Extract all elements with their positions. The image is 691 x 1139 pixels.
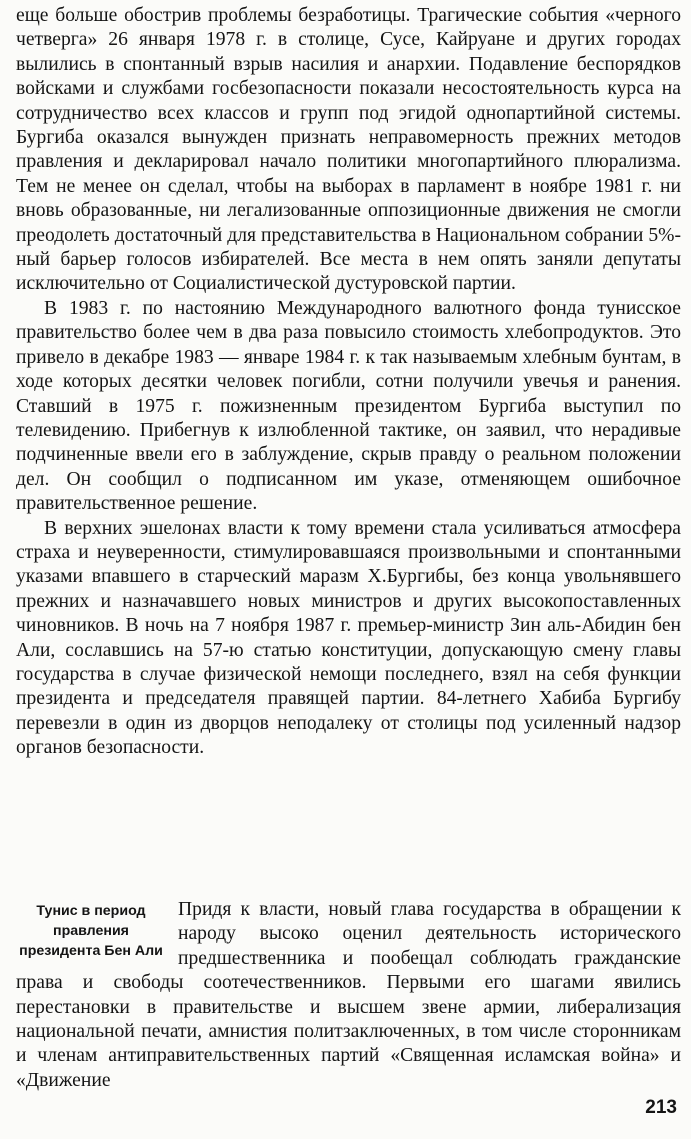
paragraph: В верхних эшелонах власти к тому времени стала усиливаться атмосфера страха и неуверенности, стимулировавшаяся произвольными и спонтанными указами впавшего в старческий маразм Х.Бургибы, без конца увольнявшего прежних и назначавшего новых министров и других высокопоставленных чиновников. В ночь на 7 ноября 1987 г. премьер-министр Зин аль-Абидин бен Али, сославшись на 57-ю статью конституции, допускающую смену главы государства в случае физической немощи последнего, взял на себя функции президента и председателя правящей партии. 84-летнего Хабиба Бургибу перевезли в один из дворцов неподалеку от столицы под усиленный надзор органов безопасности. xyxy=(16,517,681,759)
main-text-block xyxy=(16,4,681,761)
paragraph: В 1983 г. по настоянию Международного валютного фонда тунисское правительство более чем в два раза повысило стоимость хлебопродуктов. Это привело в декабре 1983 — январе 1984 г. к так называемым хлебным бунтам, в ходе которых десятки человек погибли, сотни получили увечья и ранения. Ставший в 1975 г. пожизненным президентом Бургиба выступил по телевидению. Прибегнув к излюбленной тактике, он заявил, что нерадивые подчиненные ввели его в заблуждение, скрыв правду о реальном положении дел. Он сообщил о подписанном им указе, отменяющем ошибочное правительственное решение. xyxy=(16,297,681,515)
section-text: Придя к власти, новый глава государства в обращении к народу высоко оценил деятельность исторического предшественника и пообещал соблюдать гражданские права и свободы соотечественников. Первыми его шагами явились перестановки в правительстве и высшем звене армии, либерализация национальной печати, амнистия политзаключенных, в том числе сторонникам и членам антиправительственных партий «Священная исламская война» и «Движение xyxy=(16,899,681,1091)
paragraph: еще больше обострив проблемы безработицы. Трагические события «черного четверга» 26 января 1978 г. в столице, Сусе, Кайруане и других городах вылились в спонтанный взрыв насилия и анархии. Подавление беспорядков войсками и службами госбезопасности показали несостоятельность курса на сотрудничество всех классов и групп под эгидой однопартийной системы. Бургиба оказался вынужден признать неправомерность прежних методов правления и декларировал начало политики многопартийного плюрализма. Тем не менее он сделал, чтобы на выборах в парламент в ноябре 1981 г. ни вновь образованные, ни легализованные оппозиционные движения не смогли преодолеть достаточный для представительства в Национальном собрании 5%-ный барьер голосов избирателей. Все места в нем опять заняли депутаты исключительно от Социалистической дустуровской партии. xyxy=(16,5,681,295)
side-heading: Тунис в период правления президента Бен Али xyxy=(19,903,163,959)
page-number: 213 xyxy=(645,1097,677,1118)
section-block xyxy=(16,898,681,1093)
